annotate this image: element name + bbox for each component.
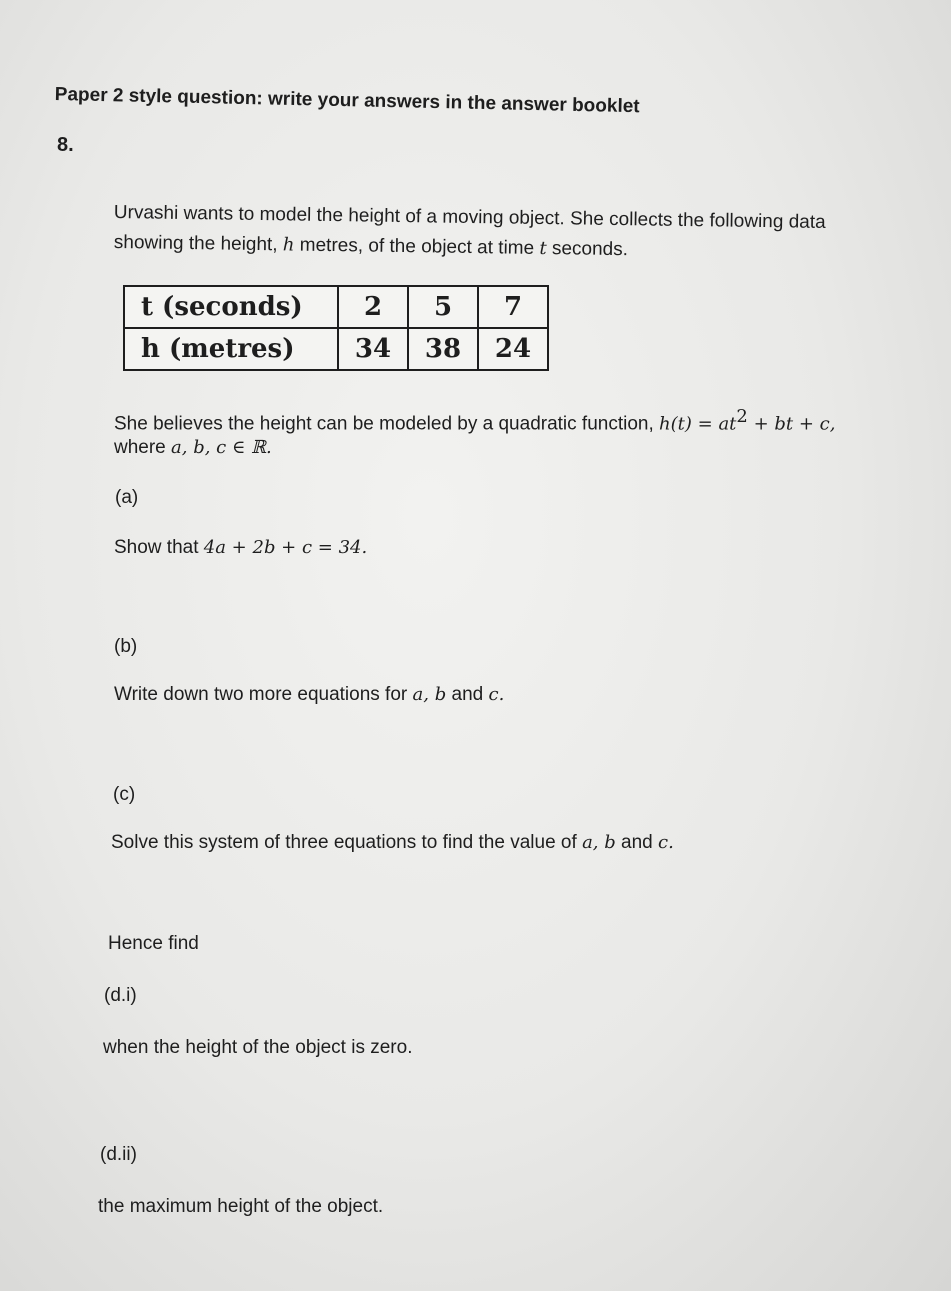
table-row-time [124,286,548,328]
intro-line-2 [114,232,628,261]
variable-t: t [539,237,547,260]
part-d-i-label: (d.i) [104,985,137,1006]
intro-line-1: Urvashi wants to model the height of a moving object. She collects the following data [113,202,826,233]
paper-header: Paper 2 style question: write your answers in the answer booklet [54,84,640,118]
part-c-and: and [615,832,659,853]
table-cell: 34 [338,328,408,370]
intro-text-b: metres, of the object at time [294,234,540,259]
part-c-label: (c) [113,784,136,805]
model-where: where [114,437,172,458]
table-cell: 2 [338,286,408,328]
part-a-equation: 4a + 2b + c = 34. [203,537,368,558]
data-table [123,285,549,371]
part-a-text: Show that [114,537,204,558]
table-cell: 24 [478,328,548,370]
intro-text-a: showing the height, [113,232,283,256]
formula-lhs: h(t) = at [659,413,737,435]
formula-rhs: + bt + c, [747,413,836,435]
part-c-math-c: c. [658,832,674,853]
table-cell: 5 [408,286,478,328]
part-b-question [114,684,504,706]
part-d-ii-label: (d.ii) [100,1144,137,1165]
table-header-time: t (seconds) [124,286,338,328]
part-c-math: a, b [582,832,616,853]
part-a-label: (a) [115,487,139,508]
model-domain [114,437,272,459]
intro-text-c: seconds. [546,238,629,261]
table-cell: 38 [408,328,478,370]
table-header-height: h (metres) [124,328,338,370]
part-d-i-question: when the height of the object is zero. [103,1037,413,1058]
table-cell: 7 [478,286,548,328]
hence-find: Hence find [108,933,199,954]
model-domain-math: a, b, c ∈ ℝ. [171,437,272,458]
part-a-question [114,537,367,559]
part-b-math-c: c. [488,684,505,705]
part-b-math: a, b [412,684,447,705]
model-statement [114,406,835,435]
part-d-ii-question: the maximum height of the object. [98,1196,384,1217]
variable-h: h [282,234,295,256]
part-b-and: and [446,684,489,705]
part-b-label: (b) [114,636,138,657]
formula-exponent: 2 [736,406,748,427]
table-row-height [124,328,548,370]
part-c-text: Solve this system of three equations to find the value of [111,832,583,853]
model-text: She believes the height can be modeled by a quadratic function, [114,413,660,435]
question-number: 8. [57,134,74,156]
part-c-question [111,832,674,854]
part-b-text: Write down two more equations for [114,684,413,705]
